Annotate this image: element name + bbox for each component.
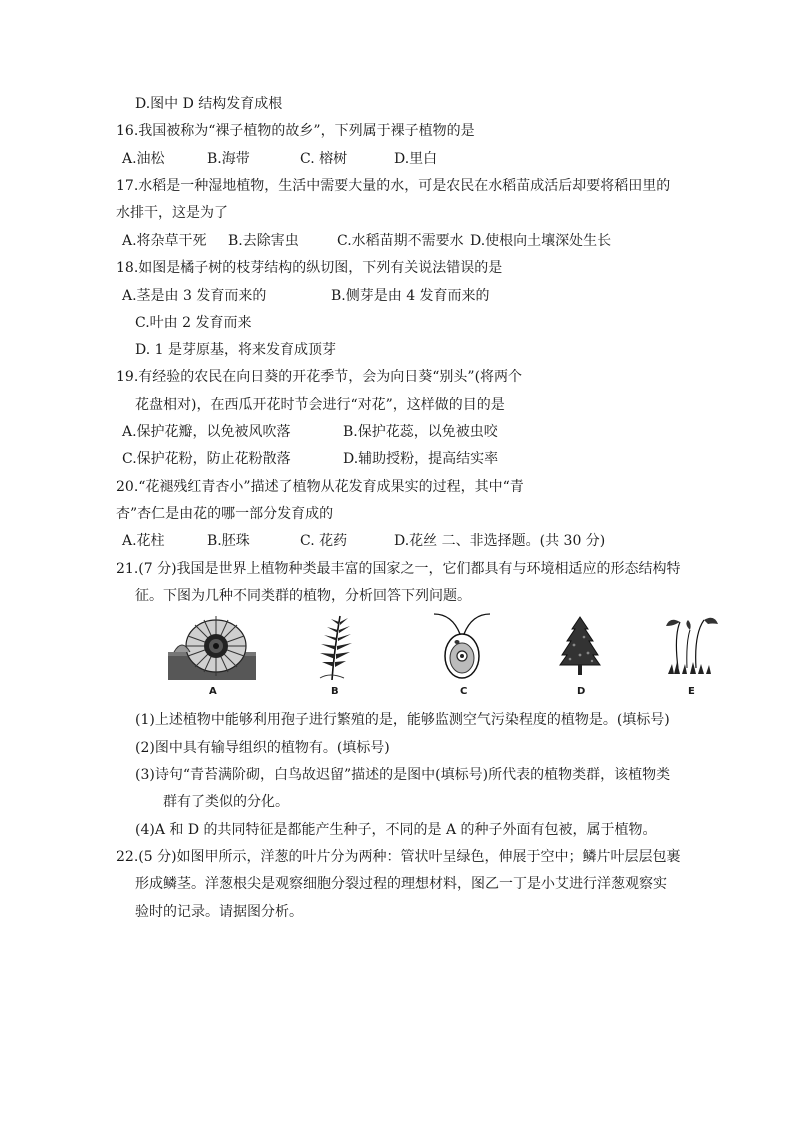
moss-figure-e — [660, 612, 722, 678]
pine-tree-figure-d — [558, 615, 602, 677]
q21-sub3-line2: 群有了类似的分化。 — [163, 794, 289, 810]
q21-stem-line1: 21.(7 分)我国是世界上植物种类最丰富的国家之一，它们都具有与环境相适应的形态结构特 — [116, 561, 681, 577]
q20-stem-line2: 杏”杏仁是由花的哪一部分发育成的 — [116, 506, 334, 522]
figure-label-b: B — [331, 686, 339, 697]
q16-option-c: C. 榕树 — [300, 151, 348, 167]
figure-label-c: C — [460, 686, 468, 697]
q18-option-a: A.茎是由 3 发育而来的 — [122, 288, 267, 304]
q18-option-b: B.侧芽是由 4 发育而来的 — [331, 288, 490, 304]
q17-option-b: B.去除害虫 — [228, 233, 299, 249]
q17-option-c: C.水稻苗期不需要水 — [337, 233, 464, 249]
q19-option-b: B.保护花蕊，以免被虫咬 — [343, 424, 498, 440]
q19-option-a: A.保护花瓣，以免被风吹落 — [122, 424, 291, 440]
q20-option-d: D.花丝 二、非选择题。(共 30 分) — [394, 533, 606, 549]
q22-stem-line3: 验时的记录。请据图分析。 — [135, 904, 303, 920]
q18-option-c: C.叶由 2 发育而来 — [135, 315, 252, 331]
q17-option-a: A.将杂草干死 — [122, 233, 207, 249]
sunflower-figure-a — [168, 612, 256, 680]
q18-stem: 18.如图是橘子树的枝芽结构的纵切图，下列有关说法错误的是 — [116, 260, 503, 276]
q22-stem-line2: 形成鳞茎。洋葱根尖是观察细胞分裂过程的理想材料，图乙一丁是小艾进行洋葱观察实 — [135, 876, 667, 892]
q16-option-b: B.海带 — [207, 151, 250, 167]
q20-stem-line1: 20.“花褪残红青杏小”描述了植物从花发育成果实的过程，其中“青 — [116, 479, 524, 495]
figure-label-d: D — [577, 686, 586, 697]
q16-stem: 16.我国被称为“裸子植物的故乡”，下列属于裸子植物的是 — [116, 123, 475, 139]
fern-figure-b — [310, 612, 360, 682]
q20-option-b: B.胚珠 — [207, 533, 250, 549]
q19-stem-line2: 花盘相对)，在西瓜开花时节会进行“对花”，这样做的目的是 — [135, 397, 505, 413]
q21-sub2: (2)图中具有输导组织的植物有。(填标号) — [135, 740, 390, 756]
q21-sub1: (1)上述植物中能够利用孢子进行繁殖的是，能够监测空气污染程度的植物是。(填标号) — [135, 712, 670, 728]
q17-stem-line2: 水排干，这是为了 — [116, 205, 228, 221]
q21-stem-line2: 征。下图为几种不同类群的植物，分析回答下列问题。 — [135, 588, 471, 604]
q19-option-c: C.保护花粉，防止花粉散落 — [122, 451, 291, 467]
q20-option-c: C. 花药 — [300, 533, 348, 549]
q19-stem-line1: 19.有经验的农民在向日葵的开花季节，会为向日葵“别头”(将两个 — [116, 369, 523, 385]
q22-stem-line1: 22.(5 分)如图甲所示，洋葱的叶片分为两种：管状叶呈绿色，伸展于空中；鳞片叶层层包裹 — [116, 849, 681, 865]
q19-option-d: D.辅助授粉，提高结实率 — [343, 451, 499, 467]
q17-stem-line1: 17.水稻是一种湿地植物，生活中需要大量的水，可是农民在水稻苗成活后却要将稻田里的 — [116, 178, 671, 194]
alga-figure-c — [430, 608, 494, 682]
q16-option-d: D.里白 — [394, 151, 438, 167]
q17-option-d: D.使根向土壤深处生长 — [470, 233, 612, 249]
q16-option-a: A.油松 — [122, 151, 165, 167]
q15-option-d: D.图中 D 结构发育成根 — [135, 96, 283, 112]
q21-sub3-line1: (3)诗句“青苔满阶砌，白鸟故迟留”描述的是图中(填标号)所代表的植物类群，该植物类 — [135, 767, 671, 783]
q18-option-d: D. 1 是芽原基，将来发育成顶芽 — [135, 342, 336, 358]
q20-option-a: A.花柱 — [122, 533, 165, 549]
figure-label-a: A — [209, 686, 217, 697]
figure-label-e: E — [688, 686, 695, 697]
q21-sub4: (4)A 和 D 的共同特征是都能产生种子，不同的是 A 的种子外面有包被，属于植物。 — [135, 822, 657, 838]
